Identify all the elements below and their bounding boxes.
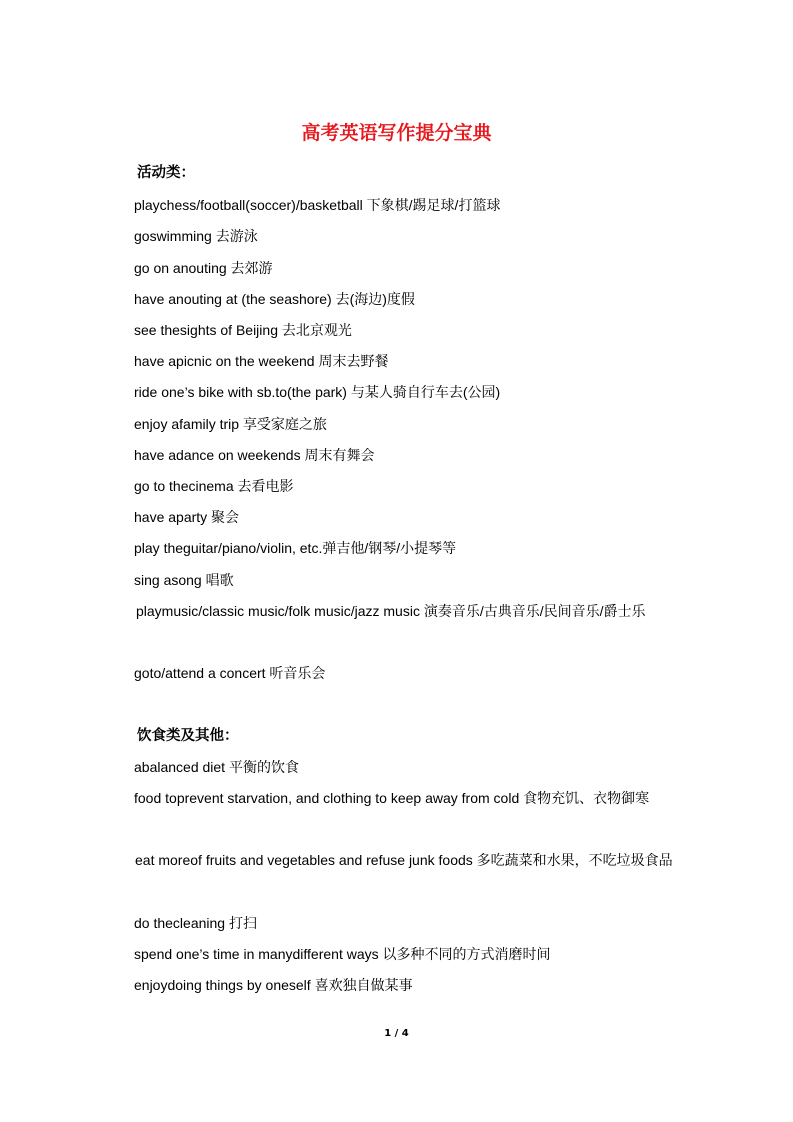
list-item: have adance on weekends 周末有舞会 xyxy=(134,447,375,463)
list-item: sing asong 唱歌 xyxy=(134,572,234,588)
section-heading-food-and-others: 饮食类及其他： xyxy=(137,728,239,744)
list-item: enjoydoing things by oneself 喜欢独自做某事 xyxy=(134,977,413,993)
list-item: play theguitar/piano/violin, etc.弹吉他/钢琴/小提琴等 xyxy=(134,540,457,556)
list-item: go on anouting 去郊游 xyxy=(134,260,273,276)
list-item: spend one’s time in manydifferent ways 以多种不同的方式消磨时间 xyxy=(134,946,551,962)
list-item: goto/attend a concert 听音乐会 xyxy=(134,665,326,681)
list-item: have apicnic on the weekend 周末去野餐 xyxy=(134,353,389,369)
section-heading-activities: 活动类： xyxy=(137,165,195,181)
list-item: go to thecinema 去看电影 xyxy=(134,478,294,494)
list-item: have aparty 聚会 xyxy=(134,509,240,525)
list-item: abalanced diet 平衡的饮食 xyxy=(134,759,299,775)
list-item: playchess/football(soccer)/basketball 下象棋/踢足球/打篮球 xyxy=(134,197,501,213)
list-item: goswimming 去游泳 xyxy=(134,228,258,244)
list-item: see thesights of Beijing 去北京观光 xyxy=(134,322,352,338)
list-item: ride one’s bike with sb.to(the park) 与某人骑自行车去(公园) xyxy=(134,384,501,400)
list-item: enjoy afamily trip 享受家庭之旅 xyxy=(134,416,327,432)
page-number: 1 / 4 xyxy=(384,1028,409,1039)
list-item: playmusic/classic music/folk music/jazz music 演奏音乐/古典音乐/民间音乐/爵士乐 xyxy=(136,603,646,619)
list-item: have anouting at (the seashore) 去(海边)度假 xyxy=(134,291,415,307)
list-item: food toprevent starvation, and clothing to keep away from cold 食物充饥、衣物御寒 xyxy=(134,790,650,806)
list-item: eat moreof fruits and vegetables and refuse junk foods 多吃蔬菜和水果，不吃垃圾食品 xyxy=(135,852,673,868)
list-item: do thecleaning 打扫 xyxy=(134,915,257,931)
document-title: 高考英语写作提分宝典 xyxy=(301,122,492,144)
